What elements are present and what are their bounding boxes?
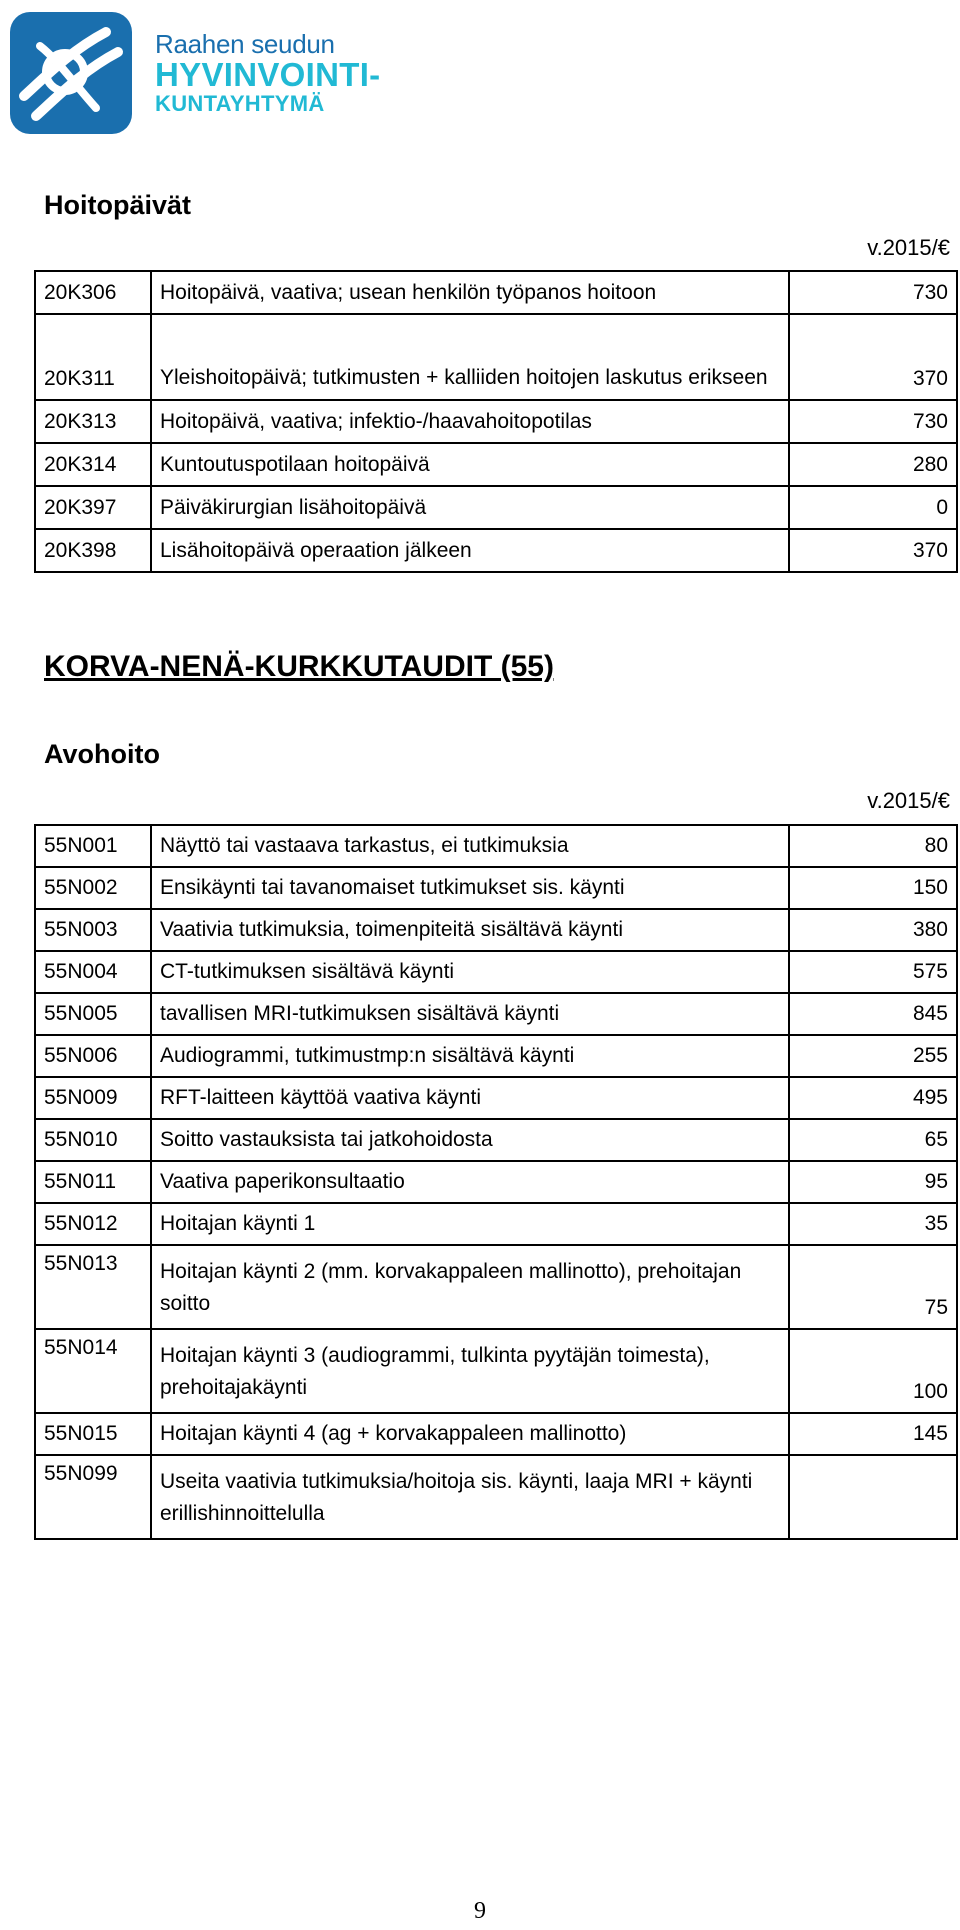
service-description: Vaativa paperikonsultaatio	[151, 1161, 789, 1203]
service-price: 145	[789, 1413, 957, 1455]
logo-line-2: HYVINVOINTI-	[155, 56, 381, 93]
price-year-label: v.2015/€	[867, 235, 950, 260]
service-code: 55N010	[35, 1119, 151, 1161]
service-code: 55N006	[35, 1035, 151, 1077]
service-description: Hoitopäivä, vaativa; infektio-/haavahoitopotilas	[151, 400, 789, 443]
service-code: 55N011	[35, 1161, 151, 1203]
service-description: tavallisen MRI-tutkimuksen sisältävä käynti	[151, 993, 789, 1035]
service-code: 55N004	[35, 951, 151, 993]
service-price: 280	[789, 443, 957, 486]
service-code: 20K314	[35, 443, 151, 486]
table-row	[35, 443, 957, 486]
service-price: 370	[789, 529, 957, 572]
logo-line-3: KUNTAYHTYMÄ	[155, 91, 325, 116]
service-description: RFT-laitteen käyttöä vaativa käynti	[151, 1077, 789, 1119]
table-row	[35, 1455, 957, 1539]
service-code: 55N099	[35, 1455, 151, 1539]
table-row	[35, 271, 957, 314]
service-description: Yleishoitopäivä; tutkimusten + kalliiden hoitojen laskutus erikseen	[151, 314, 789, 400]
service-code: 55N015	[35, 1413, 151, 1455]
service-description: Näyttö tai vastaava tarkastus, ei tutkimuksia	[151, 825, 789, 867]
table-row	[35, 825, 957, 867]
service-price: 380	[789, 909, 957, 951]
service-description: Päiväkirurgian lisähoitopäivä	[151, 486, 789, 529]
service-description: Useita vaativia tutkimuksia/hoitoja sis. käynti, laaja MRI + käynti erillishinnoittelulla	[151, 1455, 789, 1539]
logo-line-1: Raahen seudun	[155, 29, 335, 59]
specialty-title: KORVA-NENÄ-KURKKUTAUDIT (55)	[44, 650, 554, 683]
table-row	[35, 1329, 957, 1413]
service-price: 35	[789, 1203, 957, 1245]
service-code: 55N005	[35, 993, 151, 1035]
service-description: Ensikäynti tai tavanomaiset tutkimukset sis. käynti	[151, 867, 789, 909]
table-row	[35, 1077, 957, 1119]
service-description: Vaativia tutkimuksia, toimenpiteitä sisältävä käynti	[151, 909, 789, 951]
service-price: 495	[789, 1077, 957, 1119]
page-number: 9	[474, 1898, 486, 1924]
service-description: Hoitajan käynti 4 (ag + korvakappaleen mallinotto)	[151, 1413, 789, 1455]
service-code: 55N001	[35, 825, 151, 867]
organization-name	[155, 30, 380, 116]
service-price: 845	[789, 993, 957, 1035]
service-price: 370	[789, 314, 957, 400]
service-price: 730	[789, 400, 957, 443]
section-heading-avohoito: Avohoito	[44, 739, 160, 769]
organization-logo-icon	[10, 12, 132, 134]
table-row	[35, 314, 957, 400]
table-row	[35, 529, 957, 572]
table-row	[35, 1245, 957, 1329]
service-price: 150	[789, 867, 957, 909]
table-row	[35, 1161, 957, 1203]
service-description: Hoitajan käynti 1	[151, 1203, 789, 1245]
service-description: Soitto vastauksista tai jatkohoidosta	[151, 1119, 789, 1161]
table-row	[35, 486, 957, 529]
table-row	[35, 1119, 957, 1161]
service-code: 55N003	[35, 909, 151, 951]
service-price: 80	[789, 825, 957, 867]
service-description: Lisähoitopäivä operaation jälkeen	[151, 529, 789, 572]
care-days-price-table	[34, 270, 958, 573]
service-code: 20K313	[35, 400, 151, 443]
service-price: 575	[789, 951, 957, 993]
service-description: CT-tutkimuksen sisältävä käynti	[151, 951, 789, 993]
service-price: 730	[789, 271, 957, 314]
price-year-label: v.2015/€	[867, 788, 950, 813]
service-code: 55N002	[35, 867, 151, 909]
table-row	[35, 1413, 957, 1455]
service-price	[789, 1455, 957, 1539]
service-code: 55N014	[35, 1329, 151, 1413]
table-row	[35, 867, 957, 909]
table-row	[35, 1203, 957, 1245]
outpatient-price-table	[34, 824, 958, 1540]
service-price: 95	[789, 1161, 957, 1203]
table-row	[35, 909, 957, 951]
table-row	[35, 1035, 957, 1077]
service-description: Hoitajan käynti 2 (mm. korvakappaleen mallinotto), prehoitajan soitto	[151, 1245, 789, 1329]
service-description: Hoitajan käynti 3 (audiogrammi, tulkinta pyytäjän toimesta), prehoitajakäynti	[151, 1329, 789, 1413]
service-price: 65	[789, 1119, 957, 1161]
service-code: 20K398	[35, 529, 151, 572]
service-price: 255	[789, 1035, 957, 1077]
service-code: 55N012	[35, 1203, 151, 1245]
service-description: Hoitopäivä, vaativa; usean henkilön työpanos hoitoon	[151, 271, 789, 314]
service-code: 55N013	[35, 1245, 151, 1329]
table-row	[35, 993, 957, 1035]
table-row	[35, 400, 957, 443]
section-heading-hoitopaivat: Hoitopäivät	[44, 190, 192, 220]
service-description: Kuntoutuspotilaan hoitopäivä	[151, 443, 789, 486]
service-price: 100	[789, 1329, 957, 1413]
service-code: 20K311	[35, 314, 151, 400]
service-code: 20K397	[35, 486, 151, 529]
service-price: 75	[789, 1245, 957, 1329]
service-price: 0	[789, 486, 957, 529]
service-code: 20K306	[35, 271, 151, 314]
service-code: 55N009	[35, 1077, 151, 1119]
service-description: Audiogrammi, tutkimustmp:n sisältävä käynti	[151, 1035, 789, 1077]
table-row	[35, 951, 957, 993]
